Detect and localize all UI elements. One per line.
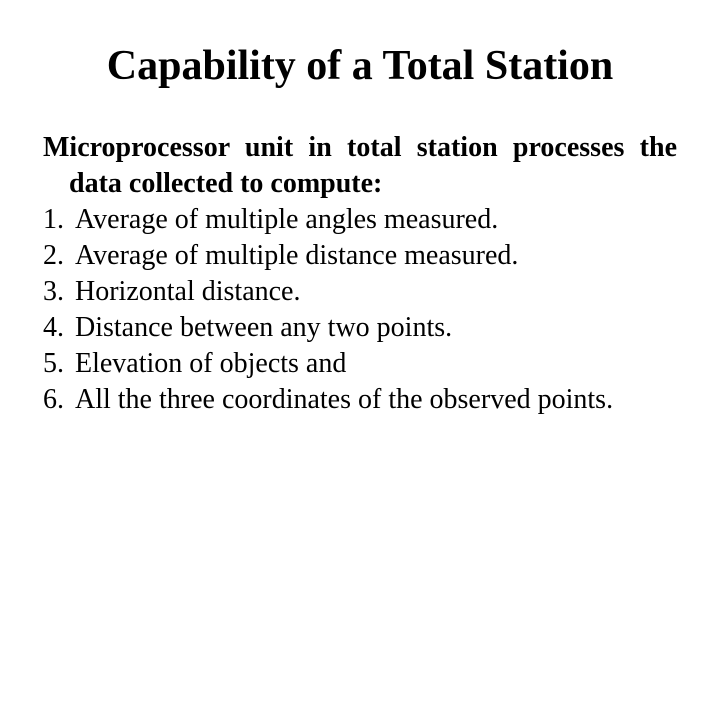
capability-list bbox=[43, 202, 677, 418]
slide-body bbox=[43, 130, 677, 418]
list-item bbox=[43, 238, 677, 274]
slide-title: Capability of a Total Station bbox=[106, 43, 614, 89]
list-item-text: Elevation of objects and bbox=[75, 348, 347, 379]
list-item-text: Average of multiple angles measured. bbox=[75, 204, 499, 235]
list-item-text: Average of multiple distance measured. bbox=[75, 240, 519, 271]
list-item-number: 3. bbox=[43, 276, 64, 307]
list-item bbox=[43, 202, 677, 238]
list-item-text: All the three coordinates of the observed points. bbox=[75, 384, 614, 415]
list-item-number: 6. bbox=[43, 384, 64, 415]
list-item-number: 2. bbox=[43, 240, 64, 271]
list-item bbox=[43, 382, 677, 418]
list-item bbox=[43, 310, 677, 346]
list-item bbox=[43, 274, 677, 310]
list-item-number: 1. bbox=[43, 204, 64, 235]
list-item-number: 5. bbox=[43, 348, 64, 379]
list-item-number: 4. bbox=[43, 312, 64, 343]
intro-paragraph: Microprocessor unit in total station processes the data collected to compute: bbox=[43, 132, 677, 199]
list-item-text: Horizontal distance. bbox=[75, 276, 301, 307]
list-item bbox=[43, 346, 677, 382]
list-item-text: Distance between any two points. bbox=[75, 312, 453, 343]
